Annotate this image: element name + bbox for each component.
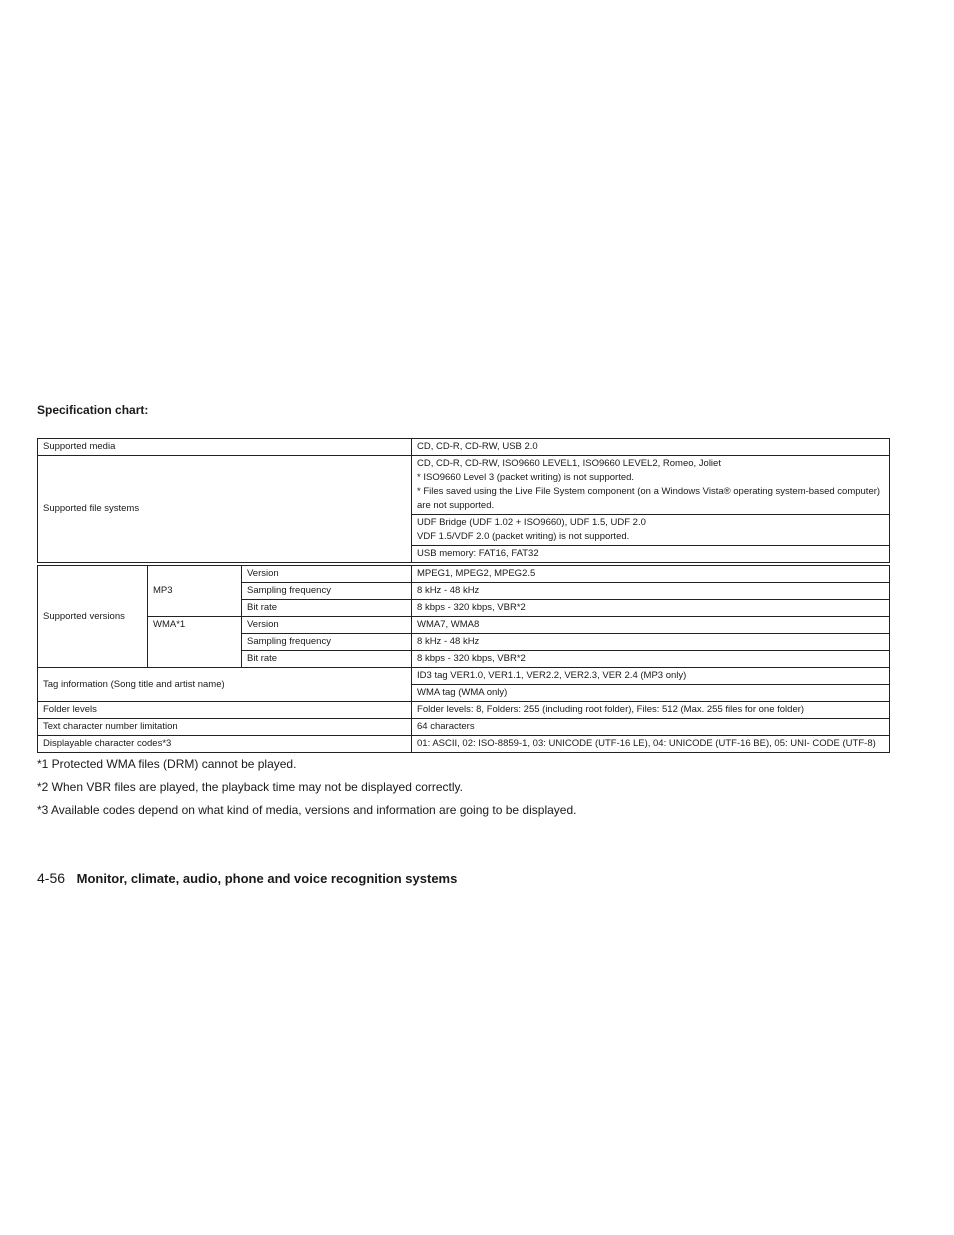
footnotes [37,756,887,825]
footnote: *2 When VBR files are played, the playback time may not be displayed correctly. [37,780,463,794]
file-systems-value-1 [412,456,890,515]
char-codes-label: Displayable character codes*3 [38,736,412,753]
table-row [38,736,890,753]
tag-info-value: WMA tag (WMA only) [412,685,890,702]
tag-info-label: Tag information (Song title and artist name) [38,668,412,702]
wma-value: 8 kbps - 320 kbps, VBR*2 [412,651,890,668]
char-codes-value: 01: ASCII, 02: ISO-8859-1, 03: UNICODE (UTF-16 LE), 04: UNICODE (UTF-16 BE), 05: UNI- CODE (UTF-8) [412,736,890,753]
page-footer [37,870,457,886]
file-systems-line: VDF 1.5/VDF 2.0 (packet writing) is not supported. [417,531,630,542]
mp3-label: MP3 [148,566,242,617]
chapter-title: Monitor, climate, audio, phone and voice recognition systems [76,871,458,886]
folder-levels-value: Folder levels: 8, Folders: 255 (including root folder), Files: 512 (Max. 255 files for one folder) [412,702,890,719]
table-row [38,617,890,634]
folder-levels-label: Folder levels [38,702,412,719]
table-row [38,668,890,685]
table-row [38,566,890,583]
page-number: 4-56 [37,870,66,886]
wma-param: Bit rate [242,651,412,668]
wma-param: Version [242,617,412,634]
wma-label: WMA*1 [148,617,242,668]
wma-value: WMA7, WMA8 [412,617,890,634]
footnote: *3 Available codes depend on what kind of media, versions and information are going to be displayed. [37,803,577,817]
mp3-param: Sampling frequency [242,583,412,600]
wma-param: Sampling frequency [242,634,412,651]
supported-media-value: CD, CD-R, CD-RW, USB 2.0 [412,439,890,456]
file-systems-label: Supported file systems [38,456,412,563]
tag-info-value: ID3 tag VER1.0, VER1.1, VER2.2, VER2.3, VER 2.4 (MP3 only) [412,668,890,685]
section-title: Specification chart: [37,403,149,417]
footnote: *1 Protected WMA files (DRM) cannot be played. [37,757,297,771]
mp3-param: Version [242,566,412,583]
text-limit-value: 64 characters [412,719,890,736]
mp3-value: MPEG1, MPEG2, MPEG2.5 [412,566,890,583]
specification-table [37,438,890,753]
wma-value: 8 kHz - 48 kHz [412,634,890,651]
supported-media-label: Supported media [38,439,412,456]
table-row [38,719,890,736]
file-systems-line: * Files saved using the Live File System component (on a Windows Vista® operating system-based computer) are not supported. [417,486,881,511]
file-systems-value-3: USB memory: FAT16, FAT32 [412,546,890,563]
file-systems-value-2 [412,515,890,546]
file-systems-line: UDF Bridge (UDF 1.02 + ISO9660), UDF 1.5, UDF 2.0 [417,517,646,528]
mp3-value: 8 kHz - 48 kHz [412,583,890,600]
table-row [38,439,890,456]
table-row [38,702,890,719]
text-limit-label: Text character number limitation [38,719,412,736]
supported-versions-label: Supported versions [38,566,148,668]
table-row [38,456,890,515]
mp3-param: Bit rate [242,600,412,617]
file-systems-line: CD, CD-R, CD-RW, ISO9660 LEVEL1, ISO9660 LEVEL2, Romeo, Joliet [417,458,721,469]
file-systems-line: * ISO9660 Level 3 (packet writing) is not supported. [417,472,635,483]
mp3-value: 8 kbps - 320 kbps, VBR*2 [412,600,890,617]
